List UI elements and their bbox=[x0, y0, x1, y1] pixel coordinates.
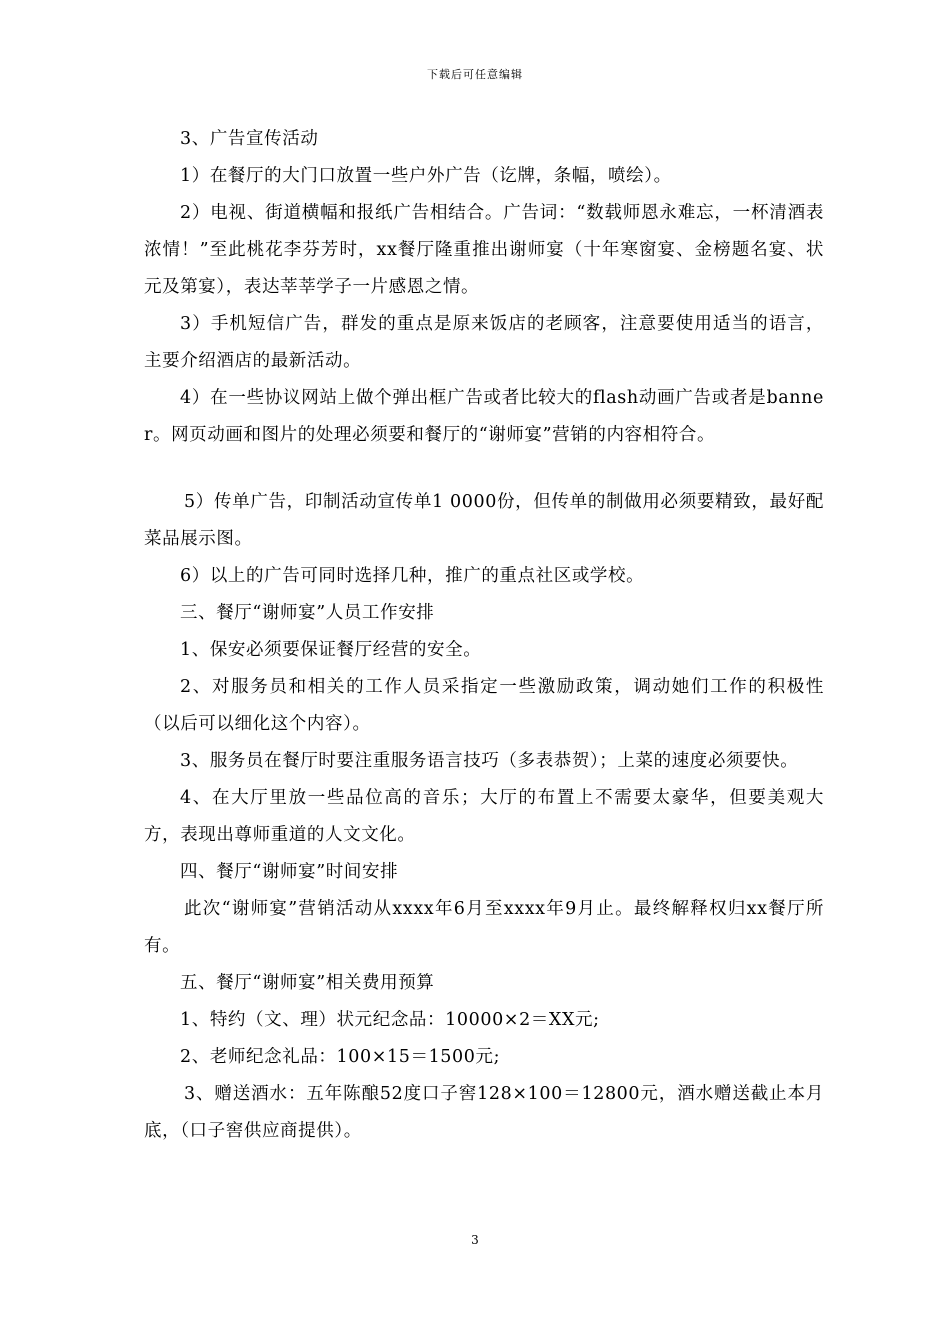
section-heading-advertising: 3、广告宣传活动 bbox=[180, 129, 319, 149]
paragraph-incentives: 2、对服务员和相关的工作人员采指定一些激励政策，调动她们工作的积极性（以后可以细化这个内容）。 bbox=[144, 677, 824, 734]
paragraph-flyer-ads: 5）传单广告，印制活动宣传单1 0000份，但传单的制做用必须要精致，最好配菜品展示图。 bbox=[144, 492, 824, 549]
page-header: 下载后可任意编辑 bbox=[427, 68, 523, 81]
paragraph-schedule-detail: 此次“谢师宴”营销活动从xxxx年6月至xxxx年9月止。最终解释权归xx餐厅所有。 bbox=[144, 899, 824, 956]
budget-item-souvenir: 1、特约（文、理）状元纪念品：10000×2＝XX元; bbox=[180, 1010, 600, 1030]
page-number: 3 bbox=[471, 1233, 479, 1247]
paragraph-outdoor-ads: 1）在餐厅的大门口放置一些户外广告（讫牌，条幅，喷绘）。 bbox=[180, 166, 672, 186]
paragraph-music-decor: 4、在大厅里放一些品位高的音乐；大厅的布置上不需要太豪华，但要美观大方，表现出尊师重道的人文文化。 bbox=[144, 788, 824, 845]
paragraph-web-ads: 4）在一些协议网站上做个弹出框广告或者比较大的flash动画广告或者是banner。网页动画和图片的处理必须要和餐厅的“谢师宴”营销的内容相符合。 bbox=[144, 388, 824, 445]
section-heading-schedule: 四、餐厅“谢师宴”时间安排 bbox=[180, 862, 399, 882]
section-heading-budget: 五、餐厅“谢师宴”相关费用预算 bbox=[180, 973, 435, 993]
paragraph-service-language: 3、服务员在餐厅时要注重服务语言技巧（多表恭贺）；上菜的速度必须要快。 bbox=[180, 751, 799, 771]
paragraph-ad-selection: 6）以上的广告可同时选择几种，推广的重点社区或学校。 bbox=[180, 566, 645, 586]
budget-item-liquor: 3、赠送酒水：五年陈酿52度口子窖128×100＝12800元，酒水赠送截止本月底，（口子窖供应商提供）。 bbox=[144, 1084, 824, 1141]
section-heading-staff: 三、餐厅“谢师宴”人员工作安排 bbox=[180, 603, 435, 623]
paragraph-sms-ads: 3）手机短信广告，群发的重点是原来饭店的老顾客，注意要使用适当的语言，主要介绍酒店的最新活动。 bbox=[144, 314, 824, 371]
document-body bbox=[144, 121, 824, 1150]
paragraph-security: 1、保安必须要保证餐厅经营的安全。 bbox=[180, 640, 482, 660]
budget-item-teacher-gift: 2、老师纪念礼品：100×15＝1500元; bbox=[180, 1047, 501, 1067]
paragraph-gap bbox=[144, 454, 824, 484]
paragraph-tv-street-ads: 2）电视、街道横幅和报纸广告相结合。广告词：“数载师恩永难忘，一杯清酒表浓情！”至此桃花李芬芳时，xx餐厅隆重推出谢师宴（十年寒窗宴、金榜题名宴、状元及第宴），表达莘莘学子一片感恩之情。 bbox=[144, 203, 824, 297]
